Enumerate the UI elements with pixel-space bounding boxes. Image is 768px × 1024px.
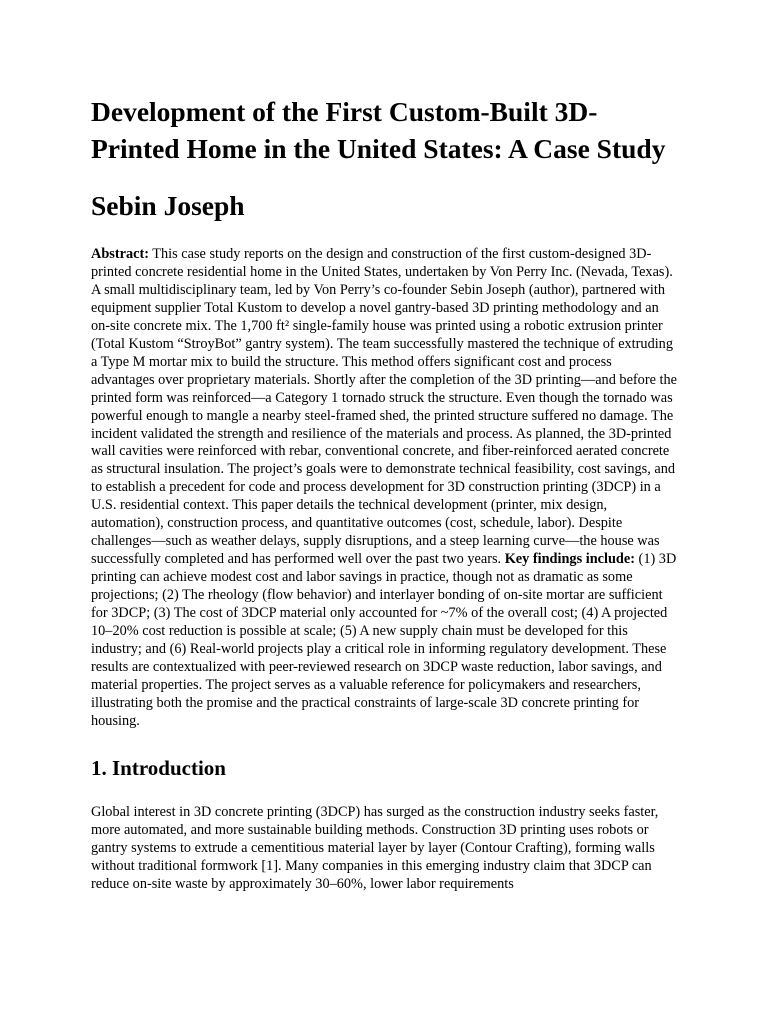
abstract-label: Abstract: [91, 246, 149, 262]
abstract-text-part2: (1) 3D printing can achieve modest cost and labor savings in practice, though not as dramatic as some projections; (2) The rheology (flow behavior) and interlayer bonding of on-site mortar are sufficient for 3DCP; (3) The cost of 3DCP material only accounted for ~7% of the overall cost; (4) A projected 10–20% cost reduction is possible at scale; (5) A new supply chain must be developed for this industry; and (6) Real-world projects play a critical role in informing regulatory development. These results are contextualized with peer-reviewed research on 3DCP waste reduction, labor savings, and material properties. The project serves as a valuable reference for policymakers and researchers, illustrating both the promise and the practical constraints of large-scale 3D concrete printing for housing. [91, 551, 677, 729]
abstract-paragraph [91, 246, 677, 731]
introduction-paragraph: Global interest in 3D concrete printing (3DCP) has surged as the construction industry seeks faster, more automated, and more sustainable building methods. Construction 3D printing uses robots or gantry systems to extrude a cementitious material layer by layer (Contour Crafting), forming walls without traditional formwork [1]. Many companies in this emerging industry claim that 3DCP can reduce on-site waste by approximately 30–60%, lower labor requirements [91, 803, 659, 892]
abstract-text-part1: This case study reports on the design and construction of the first custom-designed 3D-printed concrete residential home in the United States, undertaken by Von Perry Inc. (Nevada, Texas). A small multidisciplinary team, led by Von Perry’s co-founder Sebin Joseph (author), partnered with equipment supplier Total Kustom to develop a novel gantry-based 3D printing methodology and an on-site concrete mix. The 1,700 ft² single-family house was printed using a robotic extrusion printer (Total Kustom “StroyBot” gantry system). The team successfully mastered the technique of extruding a Type M mortar mix to build the structure. This method offers significant cost and process advantages over proprietary materials. Shortly after the completion of the 3D printing—and before the printed form was reinforced—a Category 1 tornado struck the structure. Even though the tornado was powerful enough to mangle a nearby steel-framed shed, the printed structure suffered no damage. The incident validated the strength and resilience of the materials and process. As planned, the 3D-printed wall cavities were reinforced with rebar, conventional concrete, and fiber-reinforced aerated concrete as structural insulation. The project’s goals were to demonstrate technical feasibility, cost savings, and to establish a precedent for code and process development for 3D construction printing (3DCP) in a U.S. residential context. This paper details the technical development (printer, mix design, automation), construction process, and quantitative outcomes (cost, schedule, labor). Despite challenges—such as weather delays, supply disruptions, and a steep learning curve—the house was successfully completed and has performed well over the past two years. [91, 246, 677, 568]
paper-page [91, 94, 677, 894]
paper-title: Development of the First Custom-Built 3D-Printed Home in the United States: A Case Study [91, 96, 666, 164]
author-name: Sebin Joseph [91, 190, 245, 221]
key-findings-label: Key findings include: [504, 551, 635, 568]
section-heading-introduction: 1. Introduction [91, 755, 226, 780]
